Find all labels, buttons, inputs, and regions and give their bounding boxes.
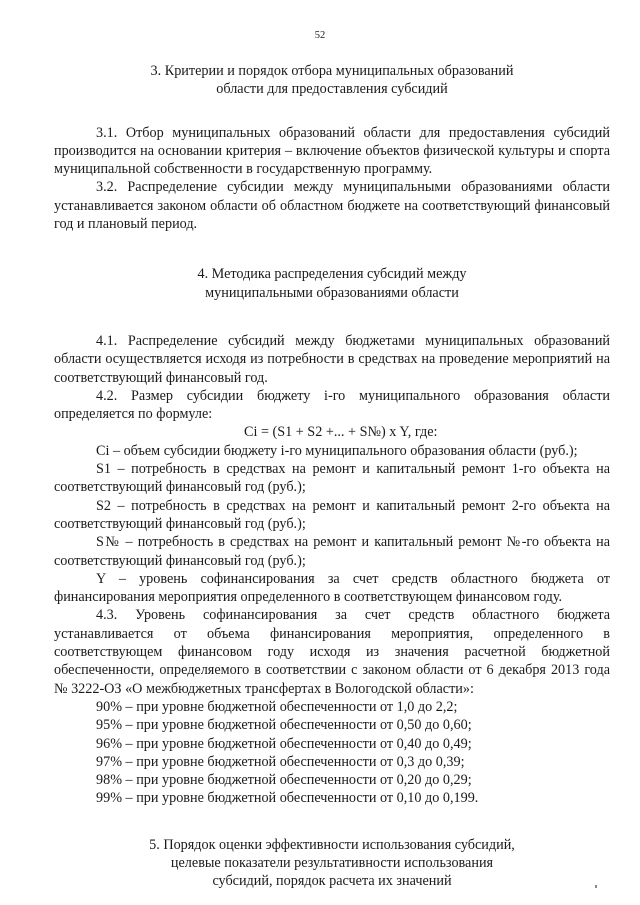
section-4-heading-line-1: 4. Методика распределения субсидий между [197,266,467,283]
definition-ci: Ci – объем субсидии бюджету i-го муниципального образования области (руб.); [96,442,578,459]
scan-speck [595,885,597,888]
page-content [54,62,610,891]
definition-sn: S№ – потребность в средствах на ремонт и капитальный ремонт №-го объекта на соответствующий финансовый год (руб.); [54,534,610,569]
level-item: 90% – при уровне бюджетной обеспеченности от 1,0 до 2,2; [96,698,458,715]
section-3-heading-line-1: 3. Критерии и порядок отбора муниципальных образований [150,63,514,79]
paragraph-4-2: 4.2. Размер субсидии бюджету i-го муниципального образования области определяется по формуле: [54,387,610,423]
definition-s1: S1 – потребность в средствах на ремонт и капитальный ремонт 1-го объекта на соответствующий финансовый год (руб.); [54,461,610,496]
section-4-heading-line-2: муниципальными образованиями области [205,284,459,301]
section-3 [54,62,610,233]
level-item: 98% – при уровне бюджетной обеспеченности от 0,20 до 0,29; [96,772,472,789]
paragraph-3-1: 3.1. Отбор муниципальных образований области для предоставления субсидий производится на основании критерия – включение объектов физической культуры и спорта муниципальной собственности в государственную программу. [54,124,610,178]
section-5-heading-line-1: 5. Порядок оценки эффективности использования субсидий, [149,836,515,853]
subsidy-formula: Ci = (S1 + S2 +... + S№) x Y, где: [244,424,438,441]
definition-y: Y – уровень софинансирования за счет средств областного бюджета от финансирования мероприятия определенного в соответствующем финансовом году. [54,570,610,606]
section-4 [54,265,610,807]
section-5-heading-line-3: субсидий, порядок расчета их значений [212,873,452,890]
section-5 [54,836,610,891]
level-item: 96% – при уровне бюджетной обеспеченности от 0,40 до 0,49; [96,735,472,752]
definition-s2: S2 – потребность в средствах на ремонт и капитальный ремонт 2-го объекта на соответствующий финансовый год (руб.); [54,497,610,532]
level-item: 99% – при уровне бюджетной обеспеченности от 0,10 до 0,199. [96,790,479,807]
paragraph-4-3: 4.3. Уровень софинансирования за счет средств областного бюджета устанавливается от объема финансирования мероприятия, определенного в соответствующем финансовом году исходя из значения расчетной бюджетной обеспеченности, определяемого в соответствии с законом области от 6 декабря 2013 года № 3222-ОЗ «О межбюджетных трансфертах в Вологодской области»: [54,607,610,697]
section-3-heading-line-2: области для предоставления субсидий [216,81,448,98]
section-5-heading-line-2: целевые показатели результативности использования [170,854,494,871]
level-item: 95% – при уровне бюджетной обеспеченности от 0,50 до 0,60; [96,717,472,734]
level-item: 97% – при уровне бюджетной обеспеченности от 0,3 до 0,39; [96,753,465,770]
paragraph-4-1: 4.1. Распределение субсидий между бюджетами муниципальных образований области осуществляется исходя из потребности в средствах на проведение мероприятий на соответствующий финансовый год. [54,332,610,386]
paragraph-3-2: 3.2. Распределение субсидии между муниципальными образованиями области устанавливается законом области об областном бюджете на соответствующий финансовый год и плановый период. [54,179,610,233]
page-number: 52 [314,30,326,41]
